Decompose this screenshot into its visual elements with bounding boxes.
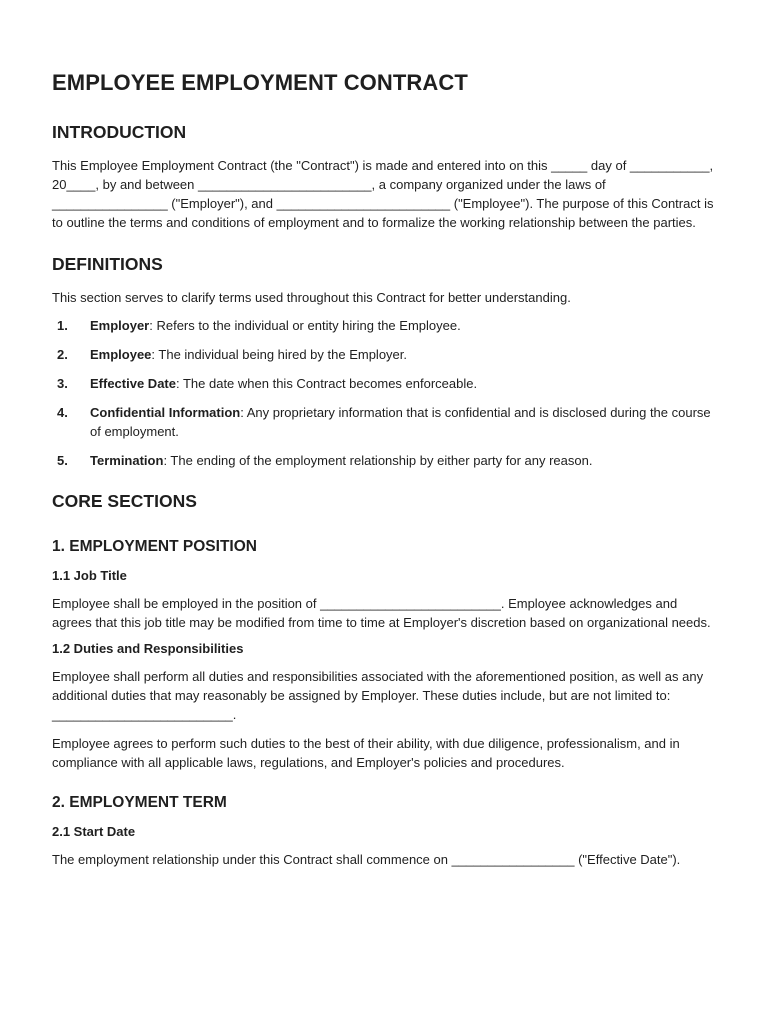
definition-item bbox=[52, 451, 718, 470]
definition-number: 5. bbox=[57, 453, 68, 468]
section-1-2-text-2: Employee agrees to perform such duties to the best of their ability, with due diligence, professionalism, and in compliance with all applicable laws, regulations, and Employer's policies and procedures. bbox=[52, 736, 680, 770]
definition-number: 1. bbox=[57, 318, 68, 333]
definition-item bbox=[52, 345, 718, 364]
definitions-intro: This section serves to clarify terms used throughout this Contract for better understanding. bbox=[52, 290, 571, 305]
definition-number: 2. bbox=[57, 347, 68, 362]
definition-item bbox=[52, 403, 718, 441]
definition-term: Termination bbox=[90, 453, 164, 468]
definition-number: 3. bbox=[57, 376, 68, 391]
definition-item bbox=[52, 316, 718, 335]
section-1-1-heading: 1.1 Job Title bbox=[52, 568, 127, 583]
definition-term: Employee bbox=[90, 347, 152, 362]
definition-term: Effective Date bbox=[90, 376, 176, 391]
definition-desc: : The individual being hired by the Employer. bbox=[151, 347, 408, 362]
section-2-heading: 2. EMPLOYMENT TERM bbox=[52, 794, 227, 811]
definition-desc: : Refers to the individual or entity hiring the Employee. bbox=[149, 318, 461, 333]
definition-desc: : Any proprietary information that is confidential and is disclosed during the course of employment. bbox=[90, 405, 711, 439]
section-1-2-heading: 1.2 Duties and Responsibilities bbox=[52, 641, 244, 656]
introduction-heading: INTRODUCTION bbox=[52, 122, 187, 142]
definition-number: 4. bbox=[57, 405, 68, 420]
definition-term: Employer bbox=[90, 318, 150, 333]
document-title: EMPLOYEE EMPLOYMENT CONTRACT bbox=[52, 70, 468, 95]
section-1-2-text-1: Employee shall perform all duties and responsibilities associated with the aforementioned position, as well as any additional duties that may reasonably be assigned by Employer. These duties include, but are not limited to: _________________________. bbox=[52, 669, 704, 722]
section-2-1-heading: 2.1 Start Date bbox=[52, 824, 136, 839]
core-sections-heading: CORE SECTIONS bbox=[52, 491, 197, 511]
introduction-text: This Employee Employment Contract (the "Contract") is made and entered into on this _____ day of ___________, 20____, by and between ________________________, a company organized under the laws of ________________ ("Employer"), and ________________________ ("Employee"). The purpose of this Contract is to outline the terms and conditions of employment and to formalize the working relationship between the parties. bbox=[52, 158, 714, 230]
definitions-list bbox=[52, 316, 718, 470]
definition-desc: : The ending of the employment relationship by either party for any reason. bbox=[163, 453, 593, 468]
definitions-heading: DEFINITIONS bbox=[52, 254, 163, 274]
definition-item bbox=[52, 374, 718, 393]
definition-desc: : The date when this Contract becomes enforceable. bbox=[175, 376, 478, 391]
section-2-1-text: The employment relationship under this Contract shall commence on _________________ ("Effective Date"). bbox=[52, 852, 681, 867]
section-1-heading: 1. EMPLOYMENT POSITION bbox=[52, 538, 257, 555]
definition-term: Confidential Information bbox=[90, 405, 241, 420]
section-1-1-text: Employee shall be employed in the position of _________________________. Employee acknowledges and agrees that this job title may be modified from time to time at Employer's discretion based on organizational needs. bbox=[52, 596, 711, 630]
